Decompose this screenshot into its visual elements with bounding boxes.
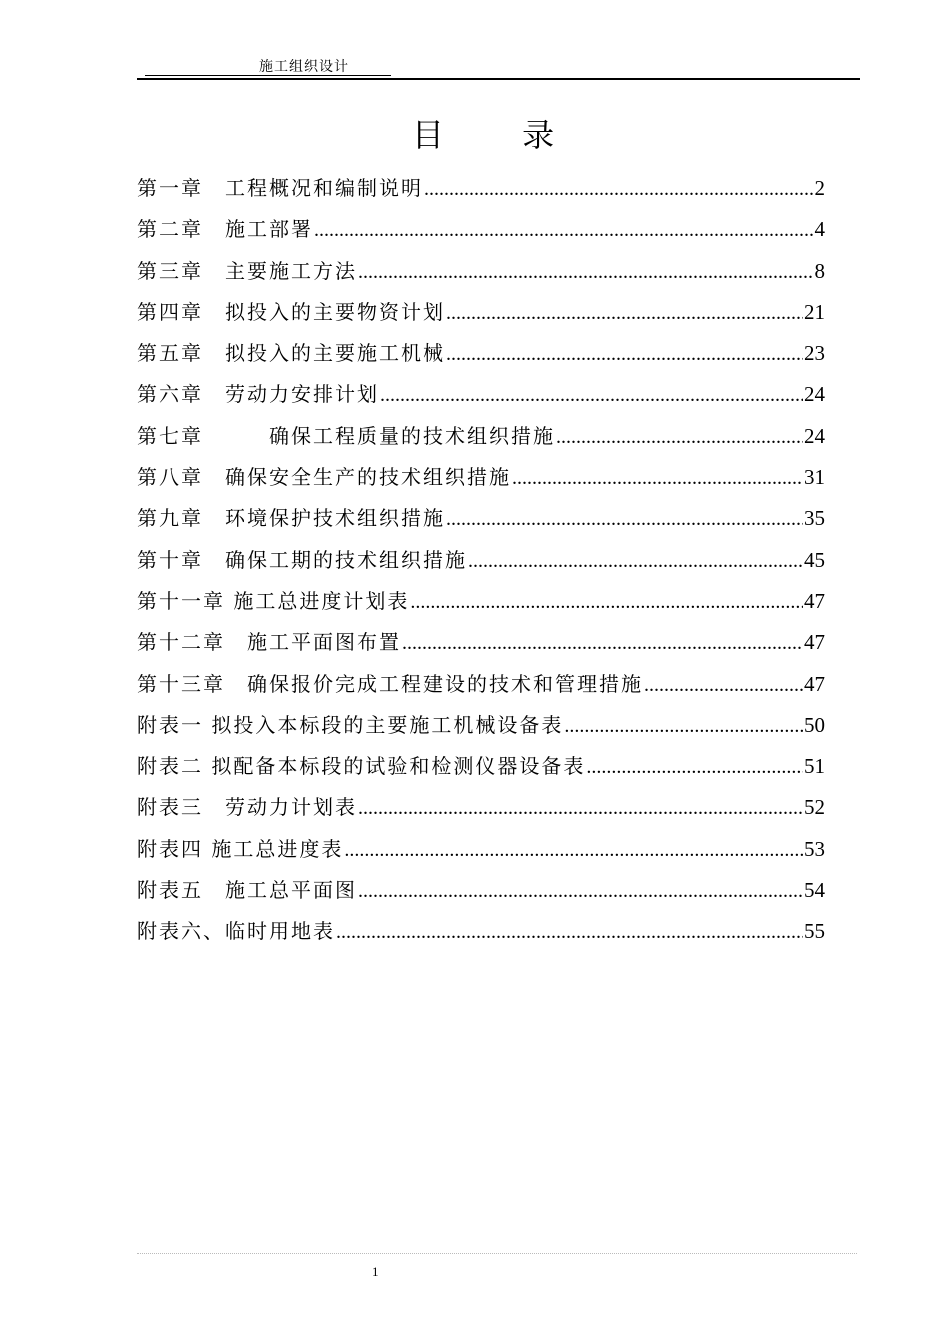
toc-entry[interactable] bbox=[137, 622, 825, 663]
toc-entry[interactable] bbox=[137, 746, 825, 787]
toc-leader bbox=[446, 499, 803, 540]
toc-entry[interactable] bbox=[137, 498, 825, 539]
toc-leader bbox=[564, 706, 803, 747]
toc-entry-page: 4 bbox=[814, 217, 825, 242]
toc-list bbox=[137, 168, 825, 953]
toc-entry-label: 第十二章 施工平面图布置 bbox=[137, 630, 401, 655]
toc-leader bbox=[410, 582, 803, 623]
toc-entry-label: 附表二 拟配备本标段的试验和检测仪器设备表 bbox=[137, 754, 586, 779]
toc-entry[interactable] bbox=[137, 292, 825, 333]
toc-entry[interactable] bbox=[137, 911, 825, 952]
toc-entry-label: 附表三 劳动力计划表 bbox=[137, 795, 357, 820]
toc-entry[interactable] bbox=[137, 705, 825, 746]
toc-entry-label: 附表四 施工总进度表 bbox=[137, 836, 344, 861]
toc-entry[interactable] bbox=[137, 787, 825, 828]
toc-entry-label: 第四章 拟投入的主要物资计划 bbox=[137, 299, 445, 324]
toc-entry-label: 第八章 确保安全生产的技术组织措施 bbox=[137, 465, 511, 490]
footer-page-number: 1 bbox=[372, 1264, 379, 1279]
toc-entry-page: 53 bbox=[804, 836, 825, 861]
toc-entry[interactable] bbox=[137, 870, 825, 911]
toc-entry-page: 47 bbox=[804, 588, 825, 613]
toc-entry[interactable] bbox=[137, 374, 825, 415]
toc-title: 目 录 bbox=[411, 116, 589, 154]
toc-entry-page: 51 bbox=[804, 754, 825, 779]
toc-entry-page: 24 bbox=[804, 423, 825, 448]
toc-entry-label: 第九章 环境保护技术组织措施 bbox=[137, 506, 445, 531]
toc-leader bbox=[358, 871, 803, 912]
toc-leader bbox=[402, 623, 803, 664]
toc-entry-page: 50 bbox=[804, 712, 825, 737]
toc-entry-label: 第六章 劳动力安排计划 bbox=[137, 382, 379, 407]
toc-leader bbox=[586, 747, 803, 788]
toc-entry-page: 24 bbox=[804, 382, 825, 407]
toc-entry-label: 第十三章 确保报价完成工程建设的技术和管理措施 bbox=[137, 671, 643, 696]
toc-leader bbox=[380, 375, 803, 416]
toc-entry[interactable] bbox=[137, 168, 825, 209]
toc-leader bbox=[468, 541, 803, 582]
toc-entry-page: 35 bbox=[804, 506, 825, 531]
toc-leader bbox=[556, 417, 803, 458]
toc-leader bbox=[424, 169, 814, 210]
toc-entry-label: 第十章 确保工期的技术组织措施 bbox=[137, 547, 467, 572]
toc-leader bbox=[344, 830, 803, 871]
toc-entry[interactable] bbox=[137, 829, 825, 870]
toc-entry-label: 第二章 施工部署 bbox=[137, 217, 313, 242]
header-rule bbox=[137, 78, 860, 80]
toc-entry-label: 第七章 确保工程质量的技术组织措施 bbox=[137, 423, 555, 448]
toc-leader bbox=[446, 293, 803, 334]
toc-entry-label: 第十一章 施工总进度计划表 bbox=[137, 588, 410, 613]
toc-leader bbox=[314, 210, 814, 251]
toc-entry-page: 45 bbox=[804, 547, 825, 572]
toc-leader bbox=[358, 788, 803, 829]
footer-rule bbox=[137, 1253, 857, 1254]
toc-entry-label: 附表一 拟投入本标段的主要施工机械设备表 bbox=[137, 712, 564, 737]
toc-entry[interactable] bbox=[137, 333, 825, 374]
toc-entry-label: 第一章 工程概况和编制说明 bbox=[137, 176, 423, 200]
toc-entry-label: 第三章 主要施工方法 bbox=[137, 258, 357, 283]
toc-entry[interactable] bbox=[137, 416, 825, 457]
toc-entry-page: 52 bbox=[804, 795, 825, 820]
toc-entry-page: 2 bbox=[814, 176, 825, 200]
toc-leader bbox=[358, 252, 814, 293]
toc-leader bbox=[644, 665, 803, 706]
toc-leader bbox=[446, 334, 803, 375]
toc-entry-label: 第五章 拟投入的主要施工机械 bbox=[137, 341, 445, 366]
toc-entry-page: 31 bbox=[804, 465, 825, 490]
toc-entry[interactable] bbox=[137, 457, 825, 498]
toc-entry-page: 8 bbox=[814, 258, 825, 283]
toc-entry[interactable] bbox=[137, 664, 825, 705]
toc-entry[interactable] bbox=[137, 540, 825, 581]
toc-leader bbox=[336, 912, 803, 953]
toc-entry-label: 附表五 施工总平面图 bbox=[137, 878, 357, 903]
page-header bbox=[137, 56, 860, 80]
toc-entry[interactable] bbox=[137, 251, 825, 292]
toc-leader bbox=[512, 458, 803, 499]
toc-entry-page: 55 bbox=[804, 919, 825, 944]
toc-entry-page: 47 bbox=[804, 671, 825, 696]
toc-entry[interactable] bbox=[137, 581, 825, 622]
toc-entry-label: 附表六、临时用地表 bbox=[137, 919, 335, 944]
toc-entry[interactable] bbox=[137, 209, 825, 250]
toc-entry-page: 21 bbox=[804, 299, 825, 324]
toc-entry-page: 23 bbox=[804, 341, 825, 366]
header-title: 施工组织设计 bbox=[259, 59, 349, 75]
toc-entry-page: 47 bbox=[804, 630, 825, 655]
toc-entry-page: 54 bbox=[804, 878, 825, 903]
